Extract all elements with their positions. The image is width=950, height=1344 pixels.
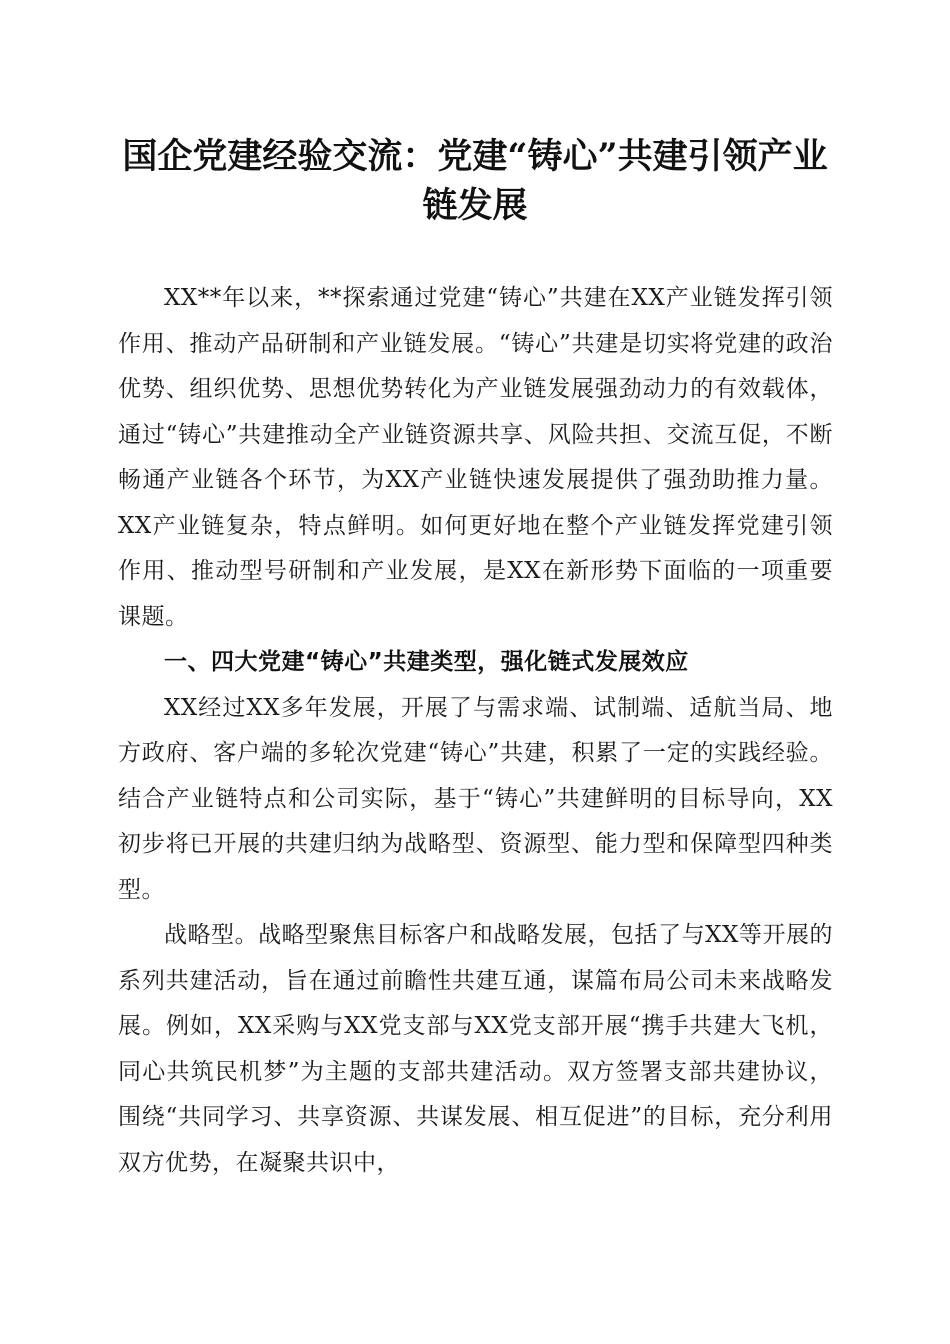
document-title: 国企党建经验交流：党建“铸心”共建引领产业链发展 xyxy=(122,136,828,226)
document-body xyxy=(118,276,833,1186)
section-paragraph: 战略型。战略型聚焦目标客户和战略发展，包括了与XX等开展的系列共建活动，旨在通过前瞻性共建互通，谋篇布局公司未来战略发展。例如，XX采购与XX党支部与XX党支部开展“携手共建大飞机，同心共筑民机梦”为主题的支部共建活动。双方签署支部共建协议，围绕“共同学习、共享资源、共谋发展、相互促进”的目标，充分利用双方优势，在凝聚共识中， xyxy=(118,922,833,1176)
intro-paragraph: XX**年以来，**探索通过党建“铸心”共建在XX产业链发挥引领作用、推动产品研制和产业链发展。“铸心”共建是切实将党建的政治优势、组织优势、思想优势转化为产业链发展强劲动力的有效载体，通过“铸心”共建推动全产业链资源共享、风险共担、交流互促，不断畅通产业链各个环节，为XX产业链快速发展提供了强劲助推力量。XX产业链复杂，特点鲜明。如何更好地在整个产业链发挥党建引领作用、推动型号研制和产业发展，是XX在新形势下面临的一项重要课题。 xyxy=(118,285,833,630)
section-heading: 一、四大党建“铸心”共建类型，强化链式发展效应 xyxy=(164,649,689,675)
section-paragraph: XX经过XX多年发展，开展了与需求端、试制端、适航当局、地方政府、客户端的多轮次党建“铸心”共建，积累了一定的实践经验。结合产业链特点和公司实际，基于“铸心”共建鲜明的目标导向，XX初步将已开展的共建归纳为战略型、资源型、能力型和保障型四种类型。 xyxy=(118,694,833,903)
